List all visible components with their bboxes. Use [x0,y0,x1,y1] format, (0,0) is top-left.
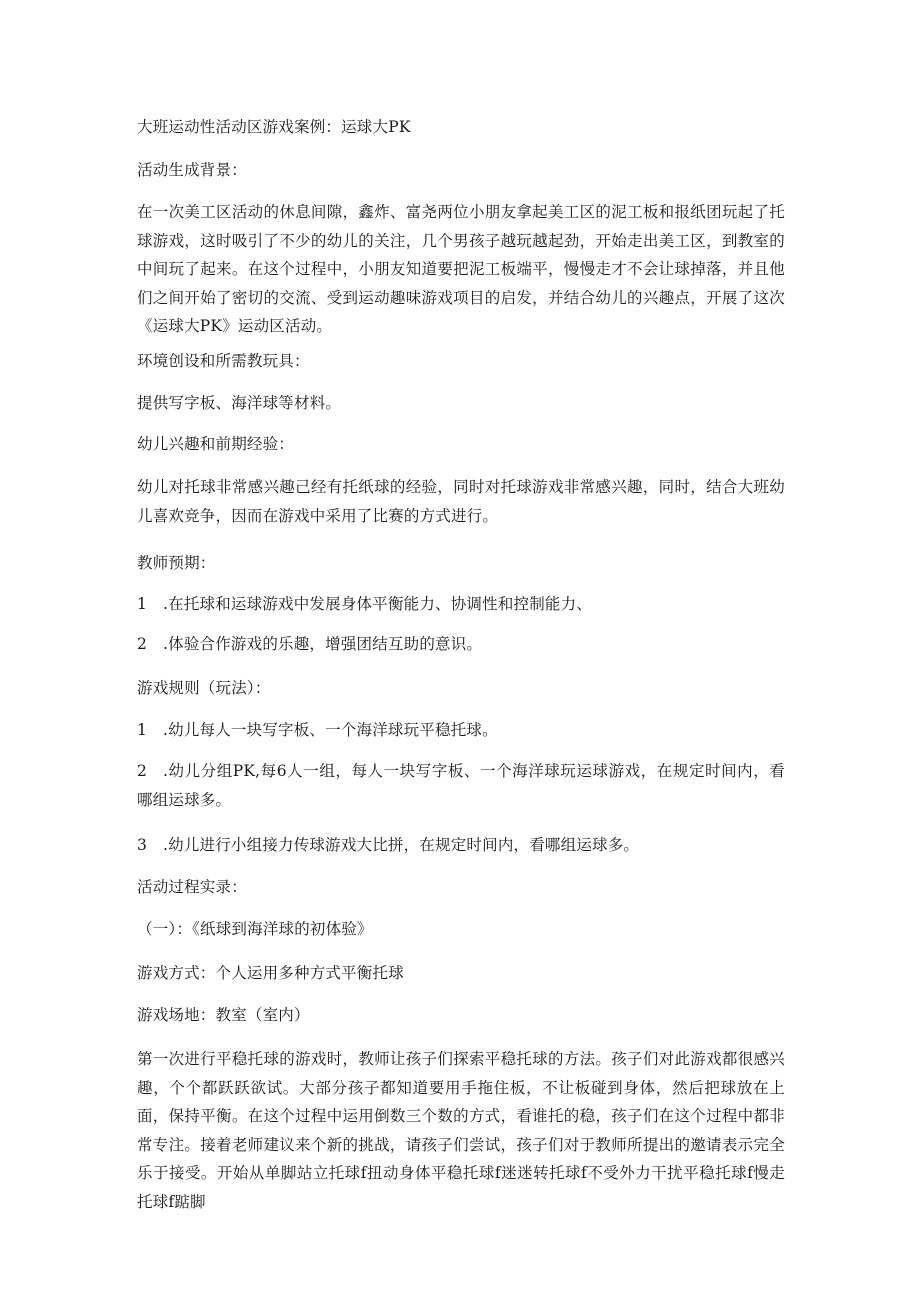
list-text: .幼儿分组PK,每6人一组，每人一块写字板、一个海洋球玩运球游戏，在规定时间内，看哪组运球多。 [137,762,785,809]
background-paragraph: 在一次美工区活动的休息间隙，鑫炸、富尧两位小朋友拿起美工区的泥工板和报纸团玩起了托球游戏，这时吸引了不少的幼儿的关注，几个男孩子越玩越起劲，开始走出美工区，到教室的中间玩了起来。在这个过程中，小朋友知道要把泥工板端平，慢慢走才不会让球掉落，并且他们之间开始了密切的交流、受到运动趣味游戏项目的启发，并结合幼儿的兴趣点，开展了这次《运球大PK》运动区活动。 [137,203,785,335]
process-heading: 活动过程实录： [137,878,247,896]
game-method: 游戏方式：个人运用多种方式平衡托球 [137,964,404,982]
list-number: 1 [137,721,148,739]
list-number: 2 [137,762,148,780]
list-number: 1 [137,595,148,613]
list-text: .体验合作游戏的乐趣，增强团结互助的意识。 [163,635,483,653]
list-text: .幼儿每人一块写字板、一个海洋球玩平稳托球。 [163,721,498,739]
list-text: .在托球和运球游戏中发展身体平衡能力、协调性和控制能力、 [163,595,593,613]
process-paragraph: 第一次进行平稳托球的游戏时，教师让孩子们探索平稳托球的方法。孩子们对此游戏都很感兴趣，个个都跃跃欲试。大部分孩子都知道要用手拖住板，不让板碰到身体，然后把球放在上面，保持平衡。在这个过程中运用倒数三个数的方式，看谁托的稳，孩子们在这个过程中都非常专注。接着老师建议来个新的挑战，请孩子们尝试，孩子们对于教师所提出的邀请表示完全乐于接受。开始从单脚站立托球f扭动身体平稳托球f迷迷转托球f不受外力干扰平稳托球f慢走托球f踮脚 [137,1050,785,1211]
interest-paragraph: 幼儿对托球非常感兴趣己经有托纸球的经验，同时对托球游戏非常感兴趣，同时，结合大班幼儿喜欢竞争，因而在游戏中采用了比赛的方式进行。 [137,478,785,525]
expectation-item [137,634,482,654]
rules-heading: 游戏规则（玩法）： [137,679,271,697]
part1-title: （一）：《纸球到海洋球的初体验》 [137,920,373,938]
rule-item [137,720,498,740]
environment-paragraph: 提供写字板、海洋球等材料。 [137,394,342,412]
expectation-heading: 教师预期： [137,554,216,572]
game-venue: 游戏场地：教室（室内） [137,1006,310,1024]
expectation-item [137,594,592,614]
list-number: 3 [137,836,148,854]
rule-item [137,757,785,814]
list-number: 2 [137,635,148,653]
interest-heading: 幼儿兴趣和前期经验： [137,435,295,453]
background-heading: 活动生成背景： [137,161,247,179]
list-text: .幼儿进行小组接力传球游戏大比拼，在规定时间内，看哪组运球多。 [163,836,640,854]
document-title: 大班运动性活动区游戏案例：运球大PK [137,118,411,136]
rule-item [137,835,639,855]
environment-heading: 环境创设和所需教玩具： [137,352,310,370]
